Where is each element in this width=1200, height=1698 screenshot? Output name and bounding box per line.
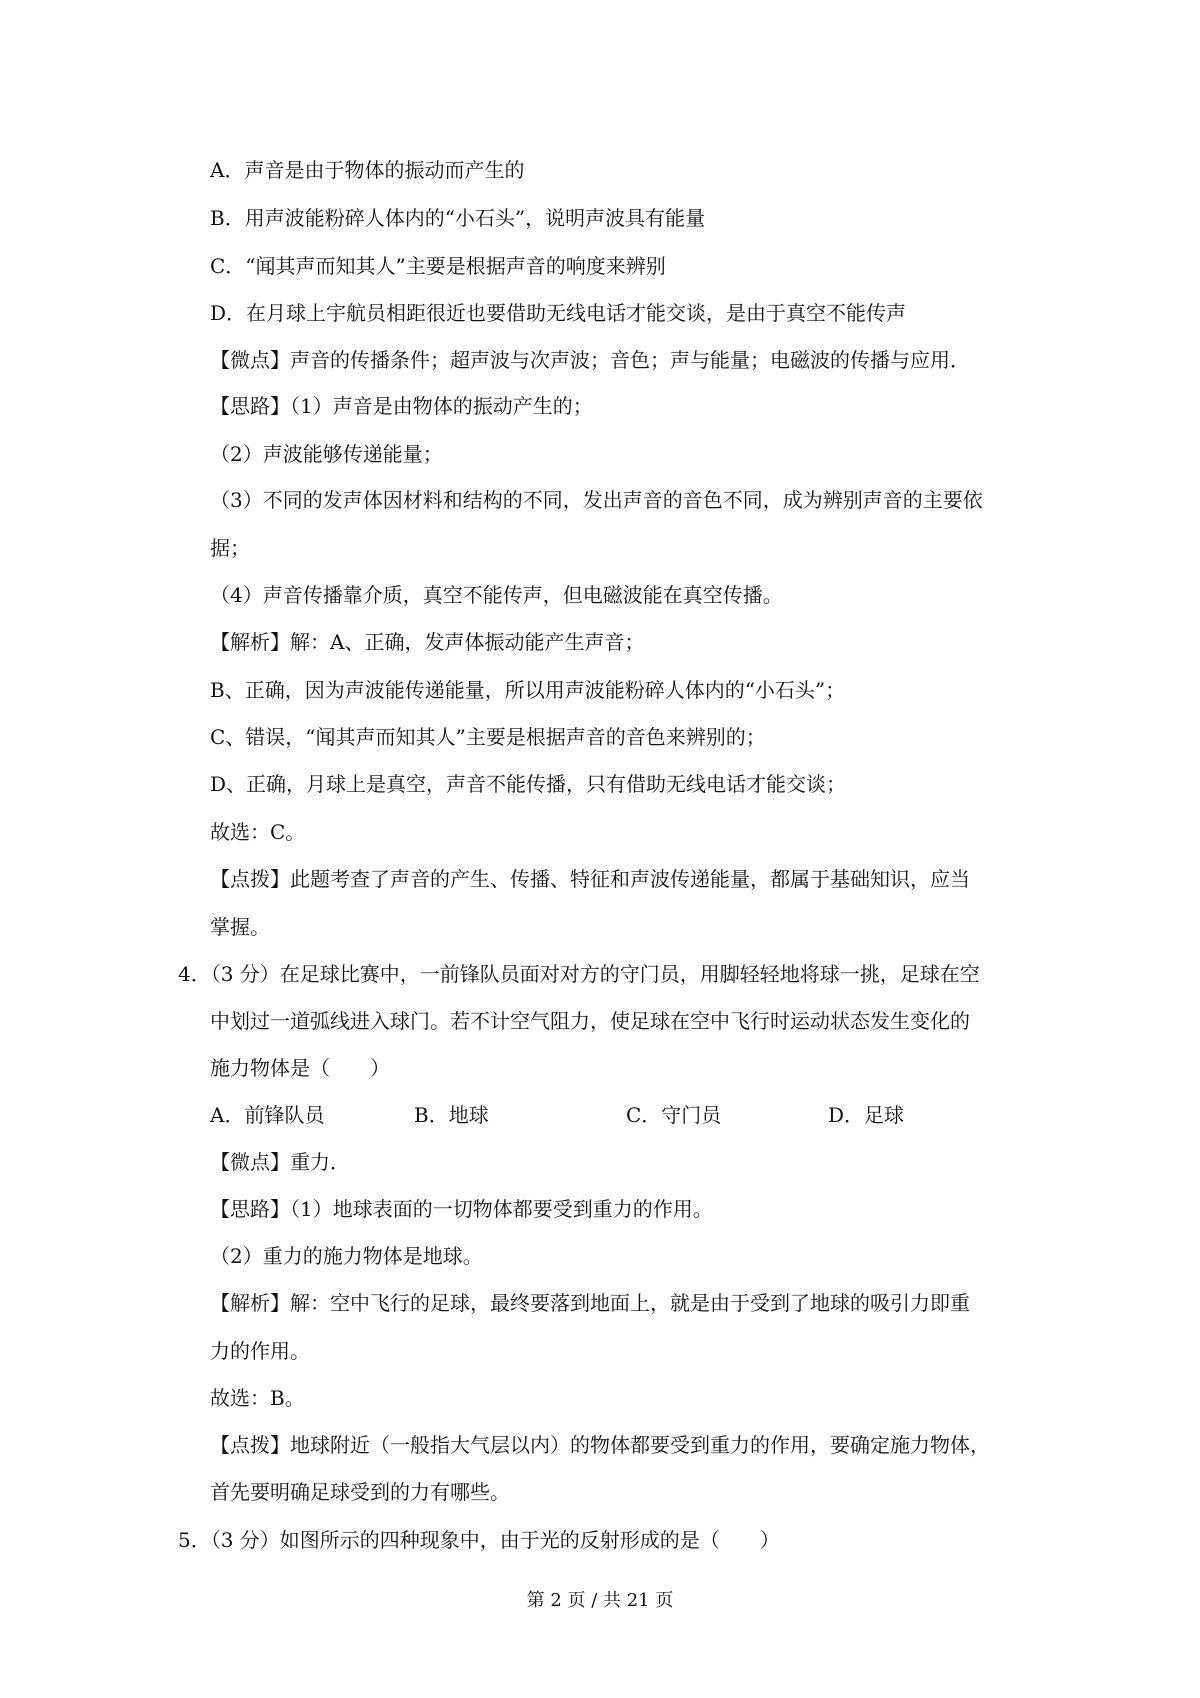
q3-comment-1: 【点拨】此题考查了声音的产生、传播、特征和声波传递能量，都属于基础知识，应当 — [210, 867, 970, 891]
q4-options-row — [0, 1101, 1200, 1129]
q3-thinking-1: 【思路】（1）声音是由物体的振动产生的； — [210, 394, 593, 418]
q4-thinking-2: （2）重力的施力物体是地球。 — [210, 1244, 483, 1268]
q3-analysis-3: C、错误，“闻其声而知其人”主要是根据声音的音色来辨别的； — [210, 725, 766, 749]
q3-analysis-4: D、正确，月球上是真空，声音不能传播，只有借助无线电话才能交谈； — [210, 772, 847, 796]
q3-comment-2: 掌握。 — [210, 915, 270, 939]
q4-analysis-2: 力的作用。 — [210, 1339, 310, 1363]
q3-point: 【微点】声音的传播条件；超声波与次声波；音色；声与能量；电磁波的传播与应用． — [210, 348, 970, 372]
q3-option-c: C．“闻其声而知其人”主要是根据声音的响度来辨别 — [210, 254, 666, 278]
q3-analysis-1: 【解析】解：A、正确，发声体振动能产生声音； — [210, 630, 645, 654]
q4-option-d: D．足球 — [828, 1103, 905, 1127]
q3-thinking-2: （2）声波能够传递能量； — [210, 442, 443, 466]
page-footer: 第 2 页 / 共 21 页 — [526, 1590, 674, 1611]
q3-thinking-5: （4）声音传播靠介质，真空不能传声，但电磁波能在真空传播。 — [210, 583, 783, 607]
q4-stem-3: 施力物体是（ ） — [210, 1056, 390, 1080]
q4-comment-1: 【点拨】地球附近（一般指大气层以内）的物体都要受到重力的作用，要确定施力物体， — [210, 1433, 990, 1457]
q4-analysis-3: 故选：B。 — [210, 1386, 305, 1410]
q4-option-a: A．前锋队员 — [210, 1103, 325, 1127]
q4-comment-2: 首先要明确足球受到的力有哪些。 — [210, 1480, 510, 1504]
q4-option-c: C．守门员 — [626, 1103, 722, 1127]
q4-option-b: B．地球 — [414, 1103, 489, 1127]
q4-stem-1: 4．（3 分）在足球比赛中，一前锋队员面对对方的守门员，用脚轻轻地将球一挑，足球在空 — [178, 962, 980, 986]
q4-analysis-1: 【解析】解：空中飞行的足球，最终要落到地面上，就是由于受到了地球的吸引力即重 — [210, 1291, 970, 1315]
q4-stem-2: 中划过一道弧线进入球门。若不计空气阻力，使足球在空中飞行时运动状态发生变化的 — [210, 1009, 970, 1033]
q3-thinking-3: （3）不同的发声体因材料和结构的不同，发出声音的音色不同，成为辨别声音的主要依 — [210, 488, 983, 512]
q3-thinking-4: 据； — [210, 536, 250, 560]
q3-analysis-5: 故选：C。 — [210, 820, 306, 844]
q3-option-b: B．用声波能粉碎人体内的“小石头”，说明声波具有能量 — [210, 206, 706, 230]
q3-option-a: A．声音是由于物体的振动而产生的 — [210, 158, 525, 182]
q3-option-d: D．在月球上宇航员相距很近也要借助无线电话才能交谈，是由于真空不能传声 — [210, 301, 907, 325]
q5-stem: 5．（3 分）如图所示的四种现象中，由于光的反射形成的是（ ） — [178, 1528, 780, 1552]
q3-analysis-2: B、正确，因为声波能传递能量，所以用声波能粉碎人体内的“小石头”； — [210, 678, 846, 702]
q4-point: 【微点】重力． — [210, 1150, 350, 1174]
q4-thinking-1: 【思路】（1）地球表面的一切物体都要受到重力的作用。 — [210, 1197, 713, 1221]
